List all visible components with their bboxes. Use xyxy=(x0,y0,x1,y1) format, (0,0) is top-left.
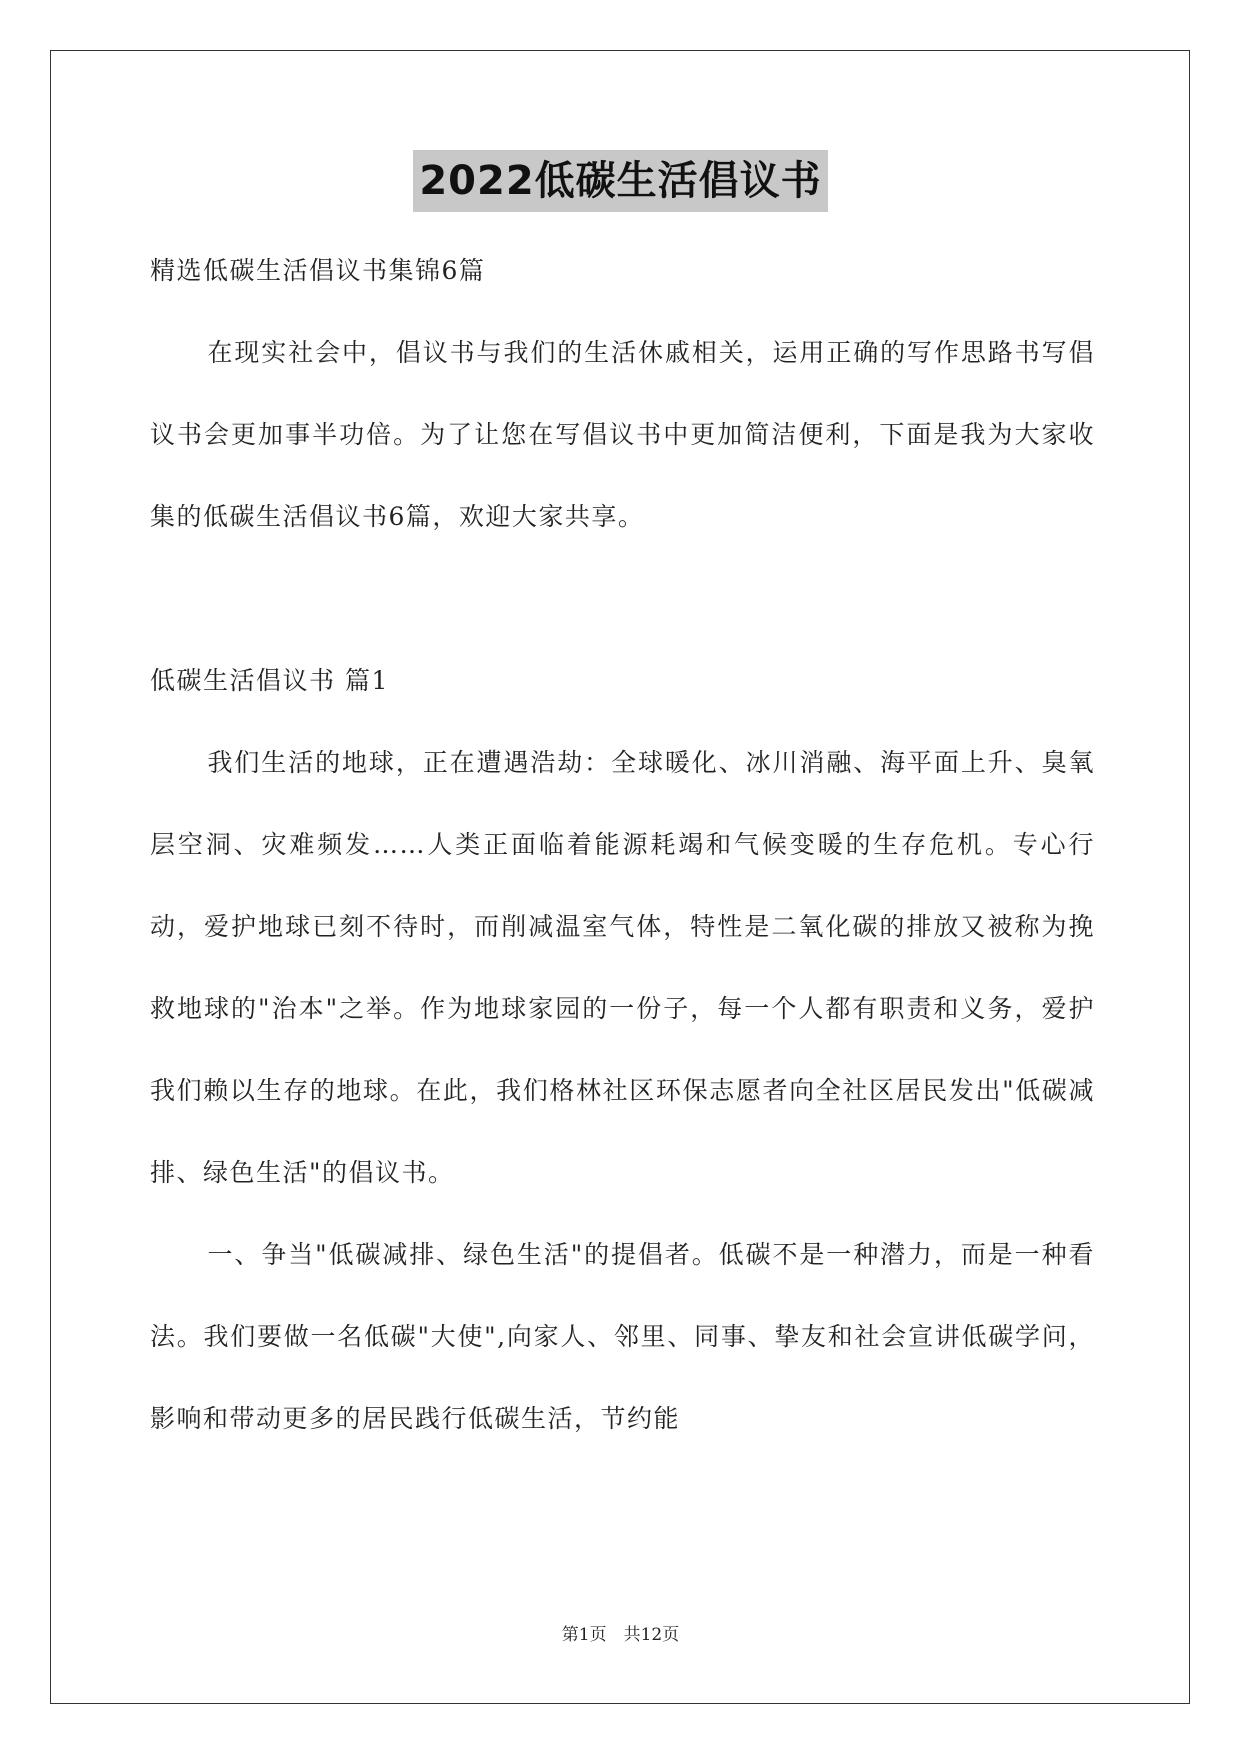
document-body xyxy=(150,230,1095,1460)
page-number: 第1页 共12页 xyxy=(561,1625,680,1645)
intro-paragraph: 在现实社会中，倡议书与我们的生活休戚相关，运用正确的写作思路书写倡议书会更加事半功倍。为了让您在写倡议书中更加简洁便利，下面是我为大家收集的低碳生活倡议书6篇，欢迎大家共享。 xyxy=(150,338,1095,531)
body-paragraph-2: 一、争当"低碳减排、绿色生活"的提倡者。低碳不是一种潜力，而是一种看法。我们要做一名低碳"大使",向家人、邻里、同事、挚友和社会宣讲低碳学问，影响和带动更多的居民践行低碳生活，节约能 xyxy=(150,1240,1095,1433)
document-title: 2022低碳生活倡议书 xyxy=(413,150,827,212)
section-heading: 低碳生活倡议书 篇1 xyxy=(150,666,389,695)
body-paragraph-1: 我们生活的地球，正在遭遇浩劫：全球暖化、冰川消融、海平面上升、臭氧层空洞、灾难频发……人类正面临着能源耗竭和气候变暖的生存危机。专心行动，爱护地球已刻不待时，而削减温室气体，特性是二氧化碳的排放又被称为挽救地球的"治本"之举。作为地球家园的一份子，每一个人都有职责和义务，爱护我们赖以生存的地球。在此，我们格林社区环保志愿者向全社区居民发出"低碳减排、绿色生活"的倡议书。 xyxy=(150,748,1095,1187)
title-container xyxy=(0,150,1241,212)
section-spacer xyxy=(150,558,1095,640)
document-subtitle: 精选低碳生活倡议书集锦6篇 xyxy=(150,256,486,285)
